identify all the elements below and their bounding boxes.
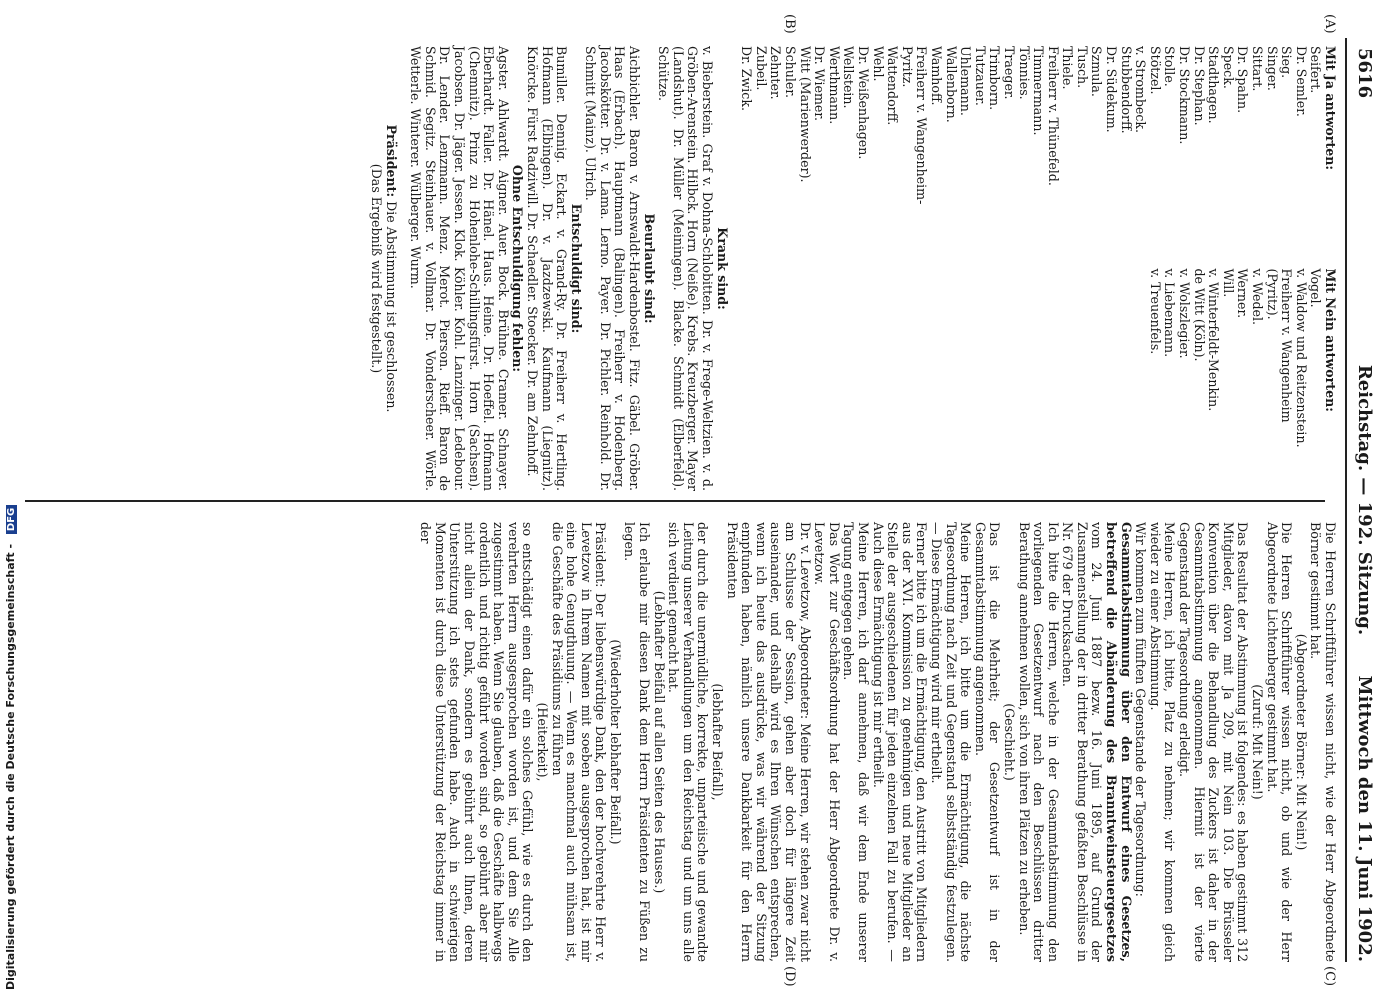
yes-name: Timmermann. bbox=[1031, 46, 1047, 136]
yes-name: Dr. Semler. bbox=[1293, 46, 1309, 117]
yes-name: Dr. Stephan. bbox=[1191, 46, 1207, 126]
paragraph: Meine Herren, ich darf annehmen, daß wir dem Ende unserer Tagung entgegen gehen. bbox=[841, 522, 871, 962]
yes-name: Dr. Stockmann. bbox=[1177, 46, 1193, 145]
page-date: Mittwoch den 11. Juni 1902. bbox=[1354, 675, 1375, 962]
yes-name: Zubeil. bbox=[753, 46, 769, 91]
yes-name: v. Strombeck. bbox=[1133, 46, 1149, 134]
paragraph: Das Wort zur Geschäftsordnung hat der Herr Abgeordnete Dr. v. Levetzow. bbox=[812, 522, 842, 962]
yes-name: Dr. Zwick. bbox=[739, 46, 755, 111]
sick-text: v. Bieberstein. Graf v. Dohna-Schlobitten. Dr. v. Frege-Weltzien. v. d. Gröben-Arenstein. Hilbck. Horn (Neiße). Krebs. Kreuzberger. Mayer (Landshut). Dr. Müller (Meiningen). Blacke. Schmidt (Elberfeld). Schütze. bbox=[656, 46, 716, 491]
yes-name: Werthmann. bbox=[826, 46, 842, 125]
president-label: Präsident: bbox=[383, 124, 399, 198]
interjection: (Zuruf: Mit Nein!) bbox=[1250, 684, 1266, 800]
agenda-item-rest: vom 24. Juni 1887 bezw. 16. Juni 1895, auf Grund der Zusammenstellung der in dritter Berathung gefaßten Beschlüsse in Nr. 679 der Drucksachen. bbox=[1060, 522, 1105, 962]
paragraph: Präsident: Der liebenswürdige Dank, den der hochverehrte Herr v. Levetzow in Ihrem Namen mit soeben ausgesprochen hat, ist mir eine hohe Genugthuung. — Wenn es manchmal auch mühsam ist, die Geschäfte des Präsidiums zu führen bbox=[549, 522, 609, 962]
no-name: de Witt (Köln). bbox=[1191, 268, 1207, 362]
digitization-credit bbox=[4, 505, 17, 990]
yes-name: Sieg. bbox=[1279, 46, 1295, 79]
yes-name: Wallenborn. bbox=[943, 46, 959, 123]
no-name: Werner. bbox=[1235, 268, 1251, 319]
no-name: Will. bbox=[1220, 268, 1236, 298]
yes-name: Schuler. bbox=[783, 46, 799, 99]
yes-name: Singer. bbox=[1264, 46, 1280, 91]
no-name: (Pyritz). bbox=[1264, 268, 1280, 320]
credit-text: Digitalisierung gefördert durch die Deutsche Forschungsgemeinschaft - bbox=[4, 543, 17, 990]
excused-heading: Entschuldigt sind: bbox=[568, 203, 584, 334]
sick-heading: Krank sind: bbox=[714, 227, 730, 310]
yes-name: Dr. Weißenhagen. bbox=[856, 46, 871, 160]
yes-name: Stolle. bbox=[1162, 46, 1178, 87]
no-name: v. Liebemann. bbox=[1162, 268, 1178, 358]
yes-name: Stötzel. bbox=[1147, 46, 1163, 95]
paragraph: Dr. v. Levetzow, Abgeordneter: Meine Herren, wir stehen zwar nicht am Schlusse der Session, gehen aber doch für längere Zeit auseinander, und deshalb wird es Ihren Wünschen entsprechen, wenn ich heute das ausdrücke, was wir während der Sitzung empfunden haben, nämlich unsere Dankbarkeit für den Herrn Präsidenten bbox=[724, 522, 813, 962]
no-name: Freiherr v. Wangenheim bbox=[1279, 268, 1295, 423]
page-number: 5616 bbox=[1354, 48, 1375, 99]
margin-b: (B) bbox=[782, 14, 797, 34]
no-name: v. Winterfeldt-Menkin. bbox=[1206, 268, 1222, 412]
yes-name: Speck. bbox=[1220, 46, 1236, 89]
interjection: (Lebhafter Beifall auf allen Seiten des Hauses.) bbox=[651, 590, 667, 894]
yes-name: Stadthagen. bbox=[1206, 46, 1222, 124]
yes-name: Tusch. bbox=[1074, 46, 1090, 89]
yes-name: Sittart. bbox=[1250, 46, 1266, 92]
yes-name: Dr. Wiemer. bbox=[812, 46, 828, 121]
interjection: (Abgeordneter Börner: Mit Nein!) bbox=[1293, 633, 1309, 851]
paragraph: Ich bitte die Herren, welche in der Gesammtabstimmung den vorliegenden Gesetzentwurf nach den Beschlüssen dritter Berathung annehmen wollen, sich von ihren Plätzen zu erheben. bbox=[1016, 522, 1061, 962]
yes-name: Zehnter. bbox=[768, 46, 784, 100]
president-closing bbox=[383, 46, 398, 491]
yes-name: Seifert. bbox=[1308, 46, 1324, 94]
unexcused-heading: Ohne Entschuldigung fehlen: bbox=[510, 164, 526, 373]
paragraph: Die Herren Schriftführer wissen nicht, wie der Herr Abgeordnete Börner gestimmt hat. bbox=[1308, 522, 1338, 962]
yes-name: Wehl. bbox=[870, 46, 886, 82]
no-heading: Mit Nein antworten: bbox=[1323, 268, 1338, 412]
no-name: v. Wolszlegier. bbox=[1177, 268, 1193, 359]
yes-name: Stubbendorff. bbox=[1118, 46, 1134, 134]
result-note: (Das Ergebniß wird festgestellt.) bbox=[369, 163, 384, 374]
yes-name: Tutzauer. bbox=[972, 46, 988, 106]
yes-name: Trimborn. bbox=[987, 46, 1003, 111]
interjection: (Heiterkeit), bbox=[534, 702, 550, 782]
paragraph: so entschädigt einen dafür ein solches Gefühl, wie es durch den verehrten Herrn ausgesprochen worden ist, und dem Sie Alle zugestimmt haben. Wenn Sie glauben, daß die Geschäfte halbwegs ordentlich und richtig geführt worden sind, so gebührt aber mir nicht allein der Dank, sondern es gebührt auch Ihnen, deren Unterstützung ich stets gefunden habe. Auch in schwierigen Momenten ist durch diese Unterstützung der Reichstag immer in der bbox=[418, 522, 536, 962]
paragraph: Die Herren Schriftführer wissen nicht, ob und wie der Herr Abgeordnete Lichtenberger gestimmt hat. bbox=[1264, 522, 1295, 962]
column-rule bbox=[25, 500, 1325, 502]
paragraph: Meine Herren, ich bitte, Platz zu nehmen; wir kommen gleich wieder zu einer Abstimmung. bbox=[1147, 522, 1178, 962]
yes-name: Freiherr v. Wangenheim- bbox=[914, 46, 930, 205]
agenda-item-bold: Gesammtabstimmung über den Entwurf eines Gesetzes, betreffend die Abänderung des Branntweinsteuergesetzes bbox=[1104, 522, 1134, 962]
yes-name: Dr. Spahn. bbox=[1235, 46, 1251, 114]
leave-heading: Beurlaubt sind: bbox=[641, 213, 657, 324]
yes-name: Traeger. bbox=[1001, 46, 1017, 100]
yes-name: Wellstein. bbox=[841, 46, 857, 109]
yes-list bbox=[739, 46, 1337, 269]
paragraph: Das ist die Mehrheit; der Gesetzentwurf ist in der Gesammtabstimmung angenommen. bbox=[972, 522, 1003, 962]
interjection: (Wiederholter lebhafter Beifall.) bbox=[607, 639, 623, 845]
excused-text: Bumiller. Dennig. Eckart. v. Grand-Ry. Dr. Freiherr v. Hertling. Hofmann (Elbingen). Dr. v. Jazdzewski. Kaufmann (Liegnitz). Knörcke. Fürst Radziwill. Dr. Schaedler. Stoecker. Dr. am Zehnhoff. bbox=[524, 46, 570, 491]
margin-c: (C) bbox=[1322, 966, 1337, 987]
paragraph: Ich erlaube mir diesen Dank dem Herrn Präsidenten zu Füßen zu legen. bbox=[622, 522, 653, 962]
no-names bbox=[1147, 269, 1322, 492]
no-name: v. Waldow und Reitzenstein. bbox=[1293, 268, 1309, 448]
right-column bbox=[418, 522, 1337, 962]
header-rule bbox=[1345, 38, 1347, 962]
yes-names bbox=[739, 46, 1323, 269]
yes-name: Szmula. bbox=[1089, 46, 1105, 97]
no-name: v. Wedel. bbox=[1250, 268, 1266, 326]
yes-heading: Mit Ja antworten: bbox=[1323, 46, 1338, 171]
yes-name: Uhlemann. bbox=[958, 46, 974, 116]
yes-name: Thiele. bbox=[1060, 46, 1076, 90]
left-column bbox=[368, 46, 1337, 491]
paragraph: der durch die unermüdliche, korrekte, unparteiische und gewandte Leitung unserer Verhandlungen um den Reichstag und um uns alle sich verdient gemacht hat. bbox=[666, 522, 711, 962]
agenda-item bbox=[1060, 522, 1133, 962]
vote-lists bbox=[739, 46, 1337, 491]
yes-name: Freiherr v. Thünefeld. bbox=[1045, 46, 1061, 186]
yes-name: Wattendorff. bbox=[885, 46, 901, 126]
yes-name: Dr. Südekum. bbox=[1104, 46, 1120, 133]
paragraph: Ferner bitte ich um die Ermächtigung, den Austritt von Mitgliedern aus der XVI. Kommission zu genehmigen und neue Mitglieder an Stelle der ausgeschiedenen für jeden einzelnen Fall zu berufen. — Auch diese Ermächtigung ist mir ertheilt. bbox=[870, 522, 930, 962]
interjection: (Geschieht.) bbox=[1001, 703, 1017, 781]
page-title: Reichstag. — 192. Sitzung. bbox=[1354, 364, 1375, 636]
unexcused-text: Agster. Ahlwardt. Aigner. Auer. Bock. Brühne. Cramer. Schnayer. Eberhardt. Faller. Dr. Hänel. Haus. Heine. Dr. Hoeffel. Hofmann (Chemnitz). Prinz zu Hohenlohe-Schillingsfürst. Horn (Sachsen). Jacobsen. Dr. Jäger. Jessen. Klok. Köhler. Kohl. Lanzinger. Ledebour. Dr. Lender. Lenzmann. Menz. Merot. Pierson. Rieff. Baron de Schmid. Segitz. Steinhauer. v. Vollmar. Dr. Vonderscheer. Wörle. Wetterle. Winterer. Wülberger. Wurm. bbox=[408, 46, 511, 491]
margin-d: (D) bbox=[782, 966, 797, 987]
yes-name: Tönnies. bbox=[1016, 46, 1032, 100]
president-closing-text: Die Abstimmung ist geschlossen. bbox=[383, 201, 399, 413]
paragraph: Wir kommen zum fünften Gegenstande der Tagesordnung: bbox=[1133, 522, 1149, 897]
no-name: Vogel. bbox=[1308, 268, 1324, 308]
paragraph: Das Resultat der Abstimmung ist folgendes: es haben gestimmt 312 Mitglieder, davon mit Ja 209, mit Nein 103. Die Brüsseler Konvention über die Behandlung des Zuckers ist daher in der Gesammtabstimmung angenommen. Hiermit ist der vierte Gegenstand der Tagesordnung erledigt. bbox=[1177, 522, 1251, 962]
interjection: (lebhafter Beifall), bbox=[710, 683, 726, 801]
dfg-logo: DFG bbox=[6, 505, 17, 534]
margin-a: (A) bbox=[1322, 14, 1337, 34]
yes-name: Pyritz. bbox=[899, 46, 915, 88]
yes-name: Wamhoff. bbox=[928, 46, 944, 106]
no-name: v. Treuenfels. bbox=[1147, 268, 1163, 355]
yes-name: Witt (Marienwerder). bbox=[797, 46, 813, 183]
no-list bbox=[739, 269, 1337, 492]
page-header bbox=[1349, 38, 1375, 962]
leave-text: Aichbichler. Baron v. Arnswaldt-Hardenbostel. Fitz. Gäbel. Gröber. Haas (Erbach). Hauptmann (Balingen). Freiherr v. Hodenberg. Jacobskötter. Dr. v. Lama. Lerno. Payer. Dr. Pichler. Reinhold. Dr. Schmitt (Mainz). Ulrich. bbox=[583, 46, 643, 491]
paragraph: Meine Herren, ich bitte um die Ermächtigung, die nächste Tagesordnung nach Zeit und Gegenstand selbstständig festzulegen. — Diese Ermächtigung wird mir ertheilt. bbox=[928, 522, 974, 962]
